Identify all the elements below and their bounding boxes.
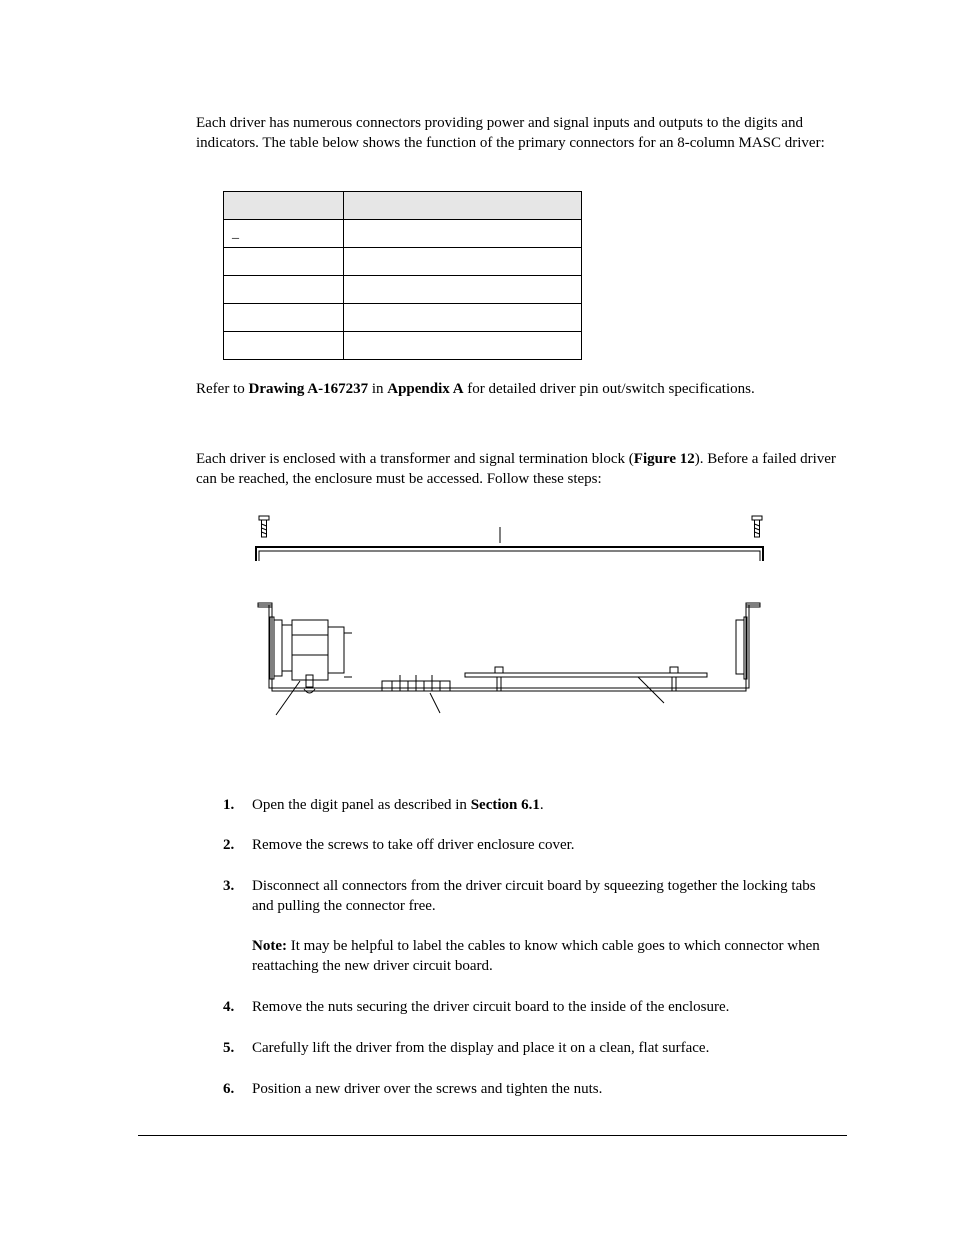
- screw-icon: [752, 516, 762, 537]
- table-row: [224, 220, 582, 248]
- enclosure-base-inner: [269, 605, 749, 688]
- table-row: [224, 276, 582, 304]
- enclosure-base: [258, 605, 760, 691]
- refer-paragraph: [196, 379, 846, 399]
- enclosure-text: ). Before a failed driver can be reached, the enclosure must be accessed. Follow these steps:: [196, 451, 836, 487]
- enclosure-paragraph: [196, 449, 836, 489]
- right-bracket: [736, 617, 747, 679]
- table-cell: _: [224, 220, 344, 248]
- step-number: 4.: [223, 999, 235, 1015]
- drawing-ref: Drawing A-167237: [248, 381, 369, 397]
- table-row: [224, 332, 582, 360]
- section-ref: Section 6.1: [470, 797, 540, 813]
- refer-text: for detailed driver pin out/switch specifications.: [463, 381, 755, 397]
- step-text: Disconnect all connectors from the driver circuit board by squeezing together the locking tabs and pulling the connector free.: [252, 878, 816, 914]
- step-text: Remove the nuts securing the driver circuit board to the inside of the enclosure.: [252, 999, 730, 1015]
- step-text-part: Open the digit panel as described in: [252, 797, 471, 813]
- table-cell: [344, 276, 582, 304]
- terminal-leader-line: [430, 693, 440, 713]
- table-cell: [224, 276, 344, 304]
- table-cell: [224, 332, 344, 360]
- intro-paragraph: Each driver has numerous connectors providing power and signal inputs and outputs to the digits and indicators. The table below shows the function of the primary connectors for an 8-column MASC driver:: [196, 115, 825, 151]
- enclosure-cover: [256, 547, 763, 561]
- table-row: [224, 248, 582, 276]
- step-note: [252, 936, 822, 976]
- step-text-part: .: [539, 797, 544, 813]
- connector-table: [223, 191, 582, 360]
- table-header-row: [224, 192, 582, 220]
- table-row: [224, 304, 582, 332]
- table-header-cell: [344, 192, 582, 220]
- note-text: It may be helpful to label the cables to know which cable goes to which connector when reattaching the new driver circuit board.: [252, 938, 820, 974]
- table-cell: [344, 220, 582, 248]
- appendix-ref: Appendix A: [387, 381, 464, 397]
- footer-rule: [138, 1135, 847, 1136]
- step-text: [252, 795, 822, 815]
- driver-circuit-board: [465, 667, 707, 691]
- table-header-cell: [224, 192, 344, 220]
- refer-text: in: [368, 381, 388, 397]
- terminal-block: [382, 675, 450, 691]
- transformer-leader-line: [276, 681, 300, 715]
- enclosure-text: Each driver is enclosed with a transformer and signal termination block (: [196, 451, 634, 467]
- table-cell: [344, 304, 582, 332]
- step-number: 6.: [223, 1081, 235, 1097]
- step-text: Position a new driver over the screws and tighten the nuts.: [252, 1081, 603, 1097]
- step-number: 1.: [223, 797, 235, 813]
- table-cell: [224, 304, 344, 332]
- board-leader-line: [638, 677, 664, 703]
- refer-text: Refer to: [196, 381, 249, 397]
- transformer: [274, 620, 352, 693]
- table-cell: [344, 248, 582, 276]
- screw-icon: [259, 516, 269, 537]
- driver-enclosure-figure: [240, 505, 780, 720]
- enclosure-cover-inner: [259, 551, 760, 561]
- step-number: 5.: [223, 1040, 235, 1056]
- step-number: 2.: [223, 837, 235, 853]
- note-label: Note:: [252, 938, 287, 954]
- figure-ref: Figure 12: [633, 451, 695, 467]
- step-body: [252, 876, 822, 976]
- step-text: Remove the screws to take off driver enclosure cover.: [252, 837, 575, 853]
- step-text: Carefully lift the driver from the display and place it on a clean, flat surface.: [252, 1040, 710, 1056]
- table-cell: [224, 248, 344, 276]
- table-cell: [344, 332, 582, 360]
- step-number: 3.: [223, 878, 235, 894]
